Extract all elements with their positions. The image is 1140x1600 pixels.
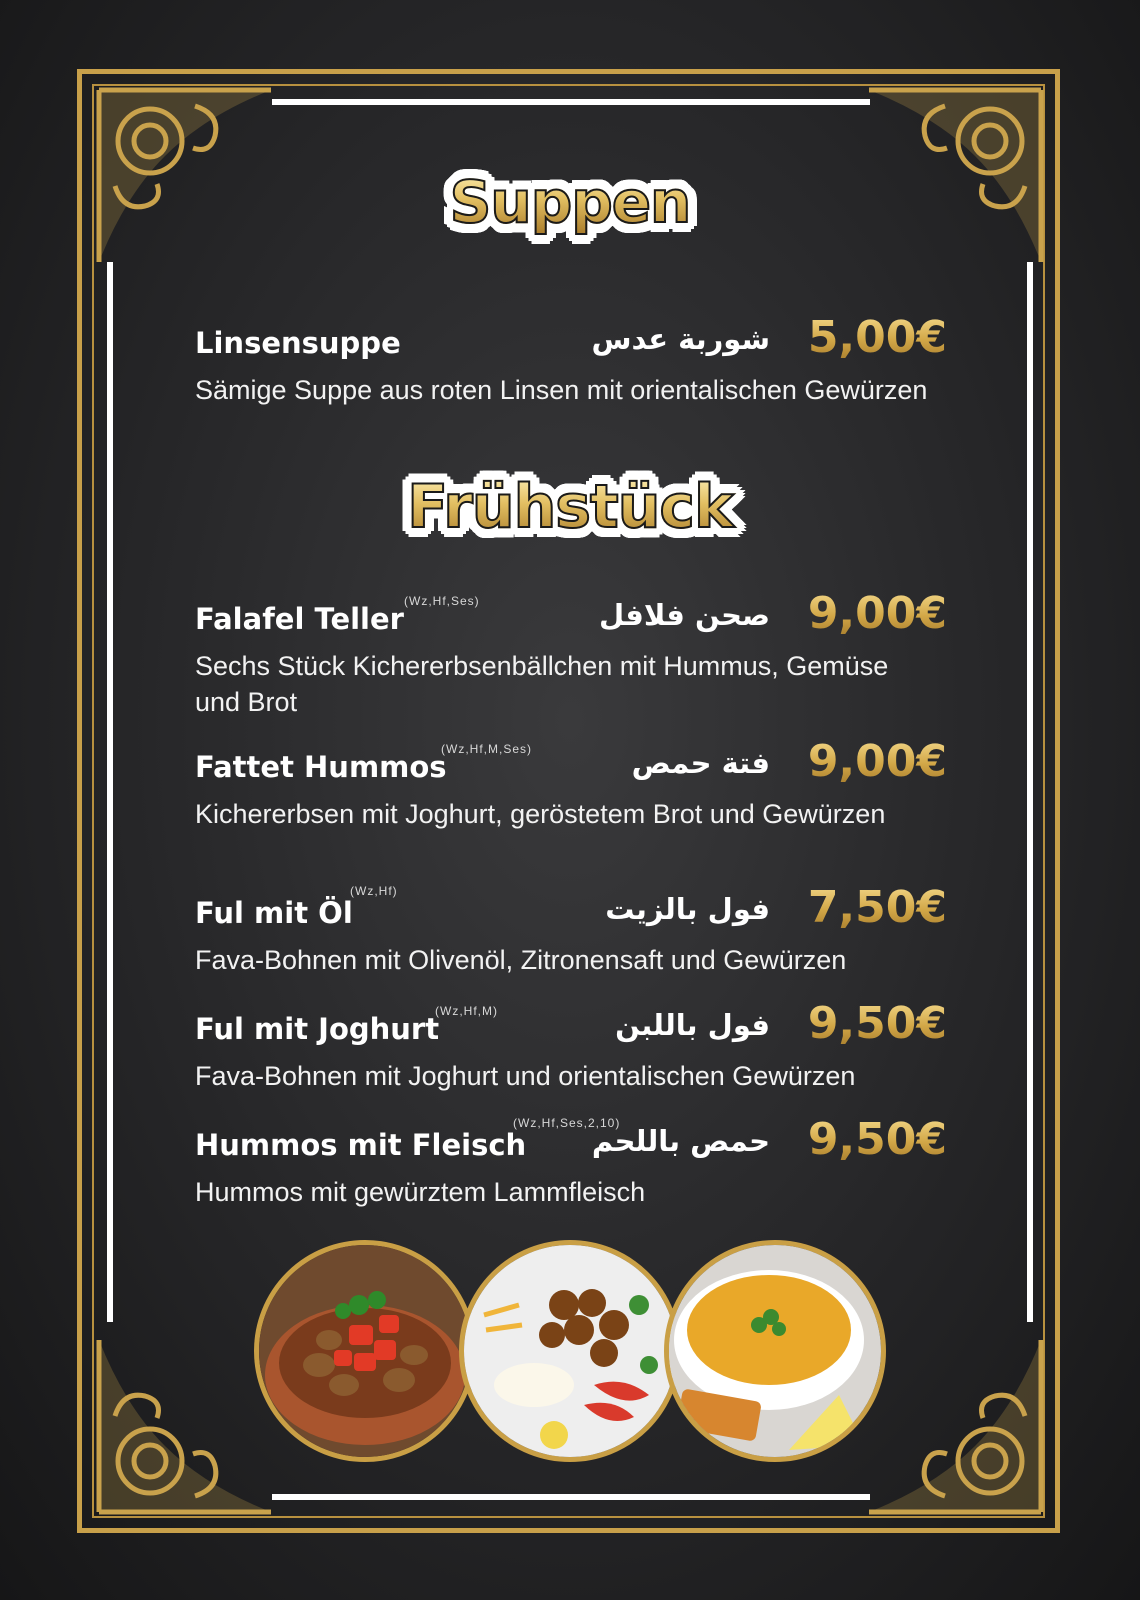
- item-name: Hummos mit Fleisch: [195, 1128, 527, 1162]
- falafel-plate-photo: [459, 1240, 681, 1462]
- item-arabic-name: حمص باللحم: [591, 1124, 770, 1158]
- item-name: Ful mit Öl: [195, 896, 353, 930]
- item-arabic-name: فول بالزيت: [605, 892, 770, 926]
- section-title-breakfast: Frühstück: [0, 472, 1140, 542]
- section-title-soups: Suppen: [0, 168, 1140, 236]
- item-price: 9,00€: [807, 736, 947, 787]
- item-name: Ful mit Joghurt: [195, 1012, 440, 1046]
- lentil-soup-photo: [664, 1240, 886, 1462]
- item-description: Kichererbsen mit Joghurt, geröstetem Brot und Gewürzen: [195, 799, 886, 829]
- bottom-white-bar: [272, 1494, 870, 1500]
- item-name: Fattet Hummos: [195, 750, 447, 784]
- corner-ornament-bottom-right: [865, 1336, 1045, 1516]
- fava-beans-with-tomato-photo: [254, 1240, 476, 1462]
- item-description: Hummos mit gewürztem Lammfleisch: [195, 1177, 646, 1207]
- item-name: Falafel Teller: [195, 602, 404, 636]
- item-description: Fava-Bohnen mit Joghurt und orientalischen Gewürzen: [195, 1061, 856, 1091]
- item-price: 9,50€: [807, 1114, 947, 1165]
- item-allergens: (Wz,Hf,M,Ses): [441, 742, 532, 756]
- item-allergens: (Wz,Hf,Ses): [404, 594, 480, 608]
- item-price: 5,00€: [807, 312, 947, 363]
- item-arabic-name: فول باللبن: [615, 1008, 770, 1042]
- top-white-bar: [272, 99, 870, 105]
- item-price: 7,50€: [807, 882, 947, 933]
- right-white-bar: [1027, 262, 1033, 1322]
- item-arabic-name: فتة حمص: [631, 746, 770, 780]
- item-description: Fava-Bohnen mit Olivenöl, Zitronensaft und Gewürzen: [195, 945, 847, 975]
- item-arabic-name: شوربة عدس: [591, 322, 770, 356]
- item-arabic-name: صحن فلافل: [599, 598, 770, 632]
- item-allergens: (Wz,Hf,M): [435, 1004, 498, 1018]
- item-description: Sämige Suppe aus roten Linsen mit orientalischen Gewürzen: [195, 375, 928, 405]
- item-allergens: (Wz,Hf): [350, 884, 398, 898]
- item-description: Sechs Stück Kichererbsenbällchen mit Hummus, Gemüse und Brot: [195, 651, 889, 717]
- item-price: 9,50€: [807, 998, 947, 1049]
- left-white-bar: [107, 262, 113, 1322]
- item-allergens: (Wz,Hf,Ses,2,10): [513, 1116, 621, 1130]
- item-name: Linsensuppe: [195, 326, 401, 360]
- corner-ornament-bottom-left: [95, 1336, 275, 1516]
- item-price: 9,00€: [807, 588, 947, 639]
